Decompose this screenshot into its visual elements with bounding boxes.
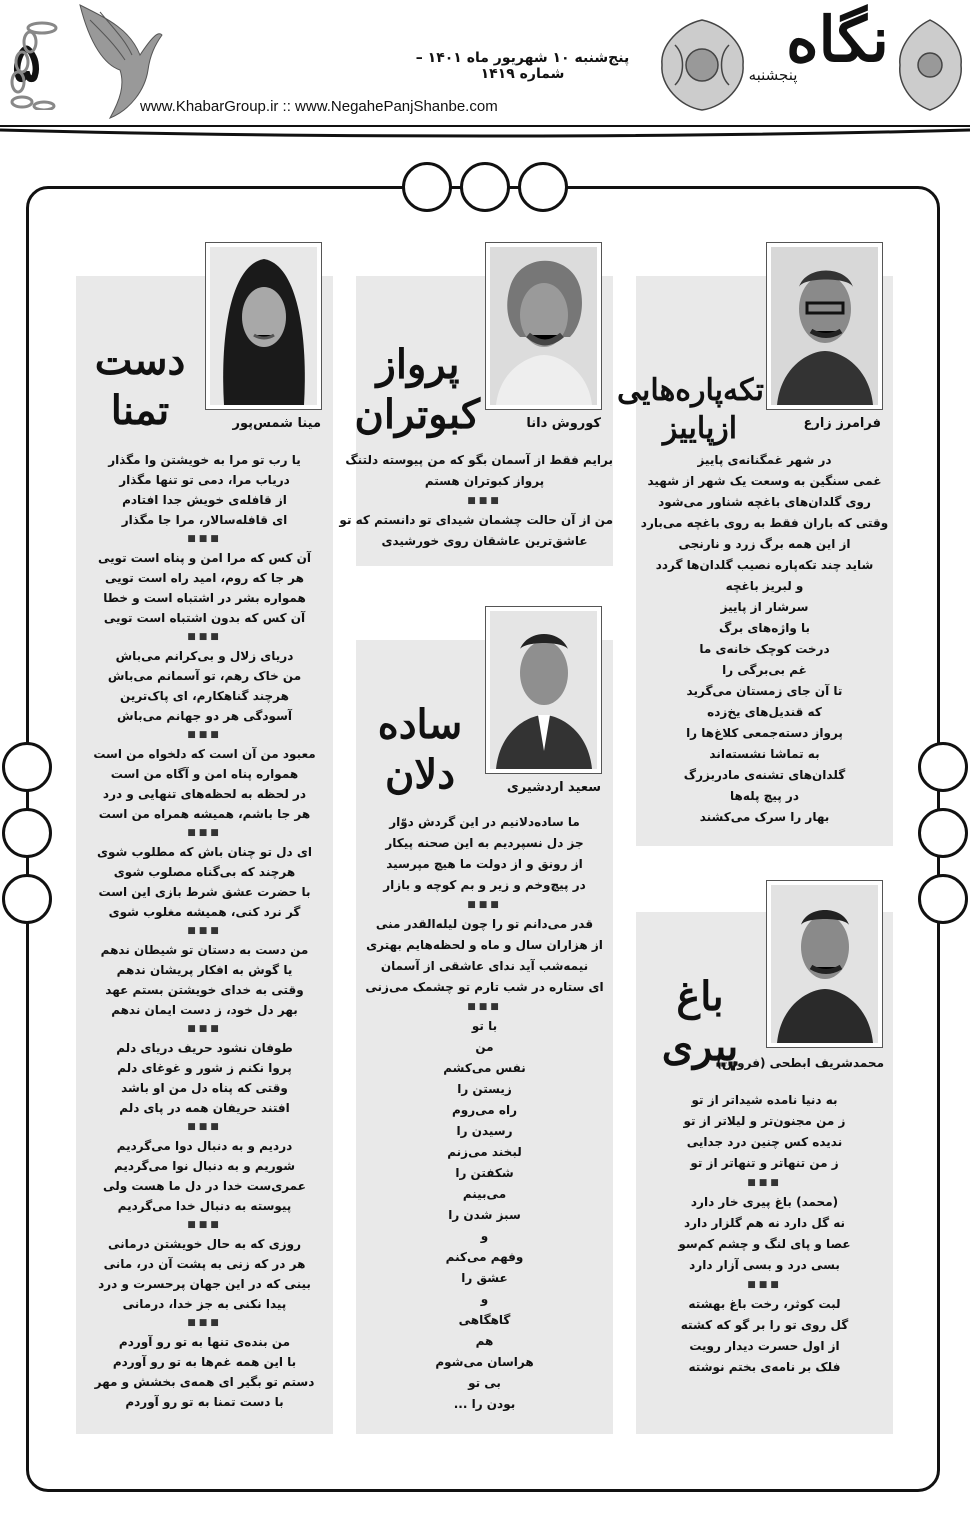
author-name: مینا شمس‌پور	[232, 416, 321, 431]
stanza-separator: ■■■	[187, 1220, 222, 1230]
poem-line: من از آن حالت چشمان شیدای تو دانستم که تو	[339, 513, 613, 527]
poem-line: شکفتن را	[455, 1166, 514, 1180]
poem-line: بهار را سرک می‌کشند	[699, 810, 830, 824]
poem-line: لبت کوثر، رخت باغ بهشته	[688, 1297, 841, 1311]
poem-line: من خاک رهم، تو آسمانم می‌باش	[107, 669, 302, 683]
page-header	[0, 0, 970, 140]
author-name: کوروش دانا	[526, 416, 601, 431]
poem-line: روزی که به حال خویشتن درمانی	[107, 1237, 301, 1251]
frame-knob	[918, 742, 968, 792]
poem-line: پرواز دسته‌جمعی کلاغ‌ها را	[686, 726, 843, 740]
stanza-separator: ■■■	[467, 496, 502, 506]
chain-ornament-icon	[8, 20, 76, 110]
poem-line: طوفان نشود حریف دریای دلم	[116, 1041, 293, 1055]
issue-date-line: پنج‌شنبه ۱۰ شهریور ماه ۱۴۰۱ – شماره ۱۴۱۹	[415, 50, 630, 82]
poem-line: درخت کوچک خانه‌ی ما	[699, 642, 830, 656]
poem-line: معبود من آن است که دلخواه من است	[93, 747, 316, 761]
poem-line: عاشق‌ترین عاشقان روی خورشیدی	[381, 534, 588, 548]
poem-line: غم بی‌برگی را	[722, 663, 807, 677]
poem-line: رسیدن را	[456, 1124, 513, 1138]
frame-knob	[2, 808, 52, 858]
poem-line: بی تو	[468, 1376, 501, 1390]
poem-line: هر در که زنی به پشت آن در، مانی	[103, 1257, 306, 1271]
newspaper-logo: نگاه	[786, 3, 889, 76]
poem-line: که قندیل‌های یخ‌زده	[707, 705, 822, 719]
stanza-separator: ■■■	[747, 1178, 782, 1188]
poem-line: از اول حسرت دیدار رویت	[689, 1339, 840, 1353]
poem-title: دست تمنا	[94, 337, 186, 434]
author-name: محمدشریف ابطحی (فروتن)	[716, 1056, 884, 1070]
poem-line: به دنیا نامده شیداتر از تو	[691, 1093, 838, 1107]
poem-line: دریاب مرا، دمی تو تنها مگذار	[119, 473, 290, 487]
poem-line: گل روی تو را بر گو که کشته	[680, 1318, 849, 1332]
poem-line: من دست به دستان تو شیطان ندهم	[100, 943, 309, 957]
stanza-separator: ■■■	[187, 1024, 222, 1034]
poem-line: با واژه‌های برگ	[718, 621, 810, 635]
poem-line: عشق را	[461, 1271, 508, 1285]
poem-line: تا آن جای زمستان می‌گرید	[686, 684, 843, 698]
poem-line: قدر می‌دانم تو را چون لیله‌القدر منی	[375, 917, 594, 931]
frame-knob	[518, 162, 568, 212]
poem-line: با حضرت عشق شرط بازی این است	[98, 885, 311, 899]
poem-line: در شهر غمگنانه‌ی پاییز	[697, 453, 832, 467]
poem-line: وقتی که پناه دل من او باشد	[121, 1081, 288, 1095]
poem-line: یا رب تو مرا به خویشتن وا مگذار	[108, 453, 301, 467]
poem-line: وقتی که باران فقط به روی باغچه می‌بارد	[640, 516, 889, 530]
poem-line: از قافله‌ی خویش جدا افتادم	[122, 493, 287, 507]
poem-line: لبخند می‌زنم	[447, 1145, 522, 1159]
poem-line: هر جا باشم، همیشه همراه من است	[98, 807, 311, 821]
poem-line: هرچند گناهکارم، ای پاک‌ترین	[120, 689, 289, 703]
poem-line: با تو	[471, 1019, 498, 1033]
poem-line: نه گل دارد نه هم گلزار دارد	[683, 1216, 846, 1230]
poem-line: عصا و پای لنگ و چشم کم‌سو	[678, 1237, 851, 1251]
poem-line: در پیچ پله‌ها	[730, 789, 799, 803]
stanza-separator: ■■■	[187, 632, 222, 642]
poem-line: آن کس که بدون اشتباه است تویی	[103, 611, 306, 625]
stanza-separator: ■■■	[187, 926, 222, 936]
poem-line: (محمد) باغ پیری خار دارد	[690, 1195, 839, 1209]
poem-line: با دست تمنا به تو رو آوردم	[125, 1395, 284, 1409]
poem-line: شاید چند تکه‌پاره نصیب گلدان‌ها گردد	[655, 558, 874, 572]
poem-line: ای دل تو چنان باش که مطلوب شوی	[97, 845, 312, 859]
author-photo	[485, 242, 602, 410]
poem-line: و	[480, 1229, 489, 1243]
poem-line: هم	[475, 1334, 494, 1348]
poem-line: دریای زلال و بی‌کرانم می‌باش	[115, 649, 294, 663]
portrait-icon	[490, 611, 597, 769]
author-photo	[205, 242, 322, 410]
poem-line: پروا نکنم ز شور و غوغای دلم	[117, 1061, 292, 1075]
poem-line: من	[475, 1040, 494, 1054]
poem-line: نیمه‌شب آید ندای عاشقی از آسمان	[380, 959, 589, 973]
poem-body	[339, 450, 613, 552]
poem-body	[636, 450, 893, 828]
poem-line: گلدان‌های تشنه‌ی مادربزرگ	[683, 768, 846, 782]
poem-line: وقتی به خدای خویشتن بستم عهد	[105, 983, 304, 997]
poem-line: بهر دل خود، ز دست ایمان ندهم	[111, 1003, 298, 1017]
poem-line: من بنده‌ی تنها به تو رو آوردم	[118, 1335, 291, 1349]
author-name: فرامرز زارع	[803, 416, 881, 431]
poem-body	[356, 812, 613, 1415]
poem-line: برایم فقط از آسمان بگو که من پیوسته دلتنگ	[345, 453, 613, 467]
stanza-separator: ■■■	[187, 828, 222, 838]
stanza-separator: ■■■	[747, 1280, 782, 1290]
poem-line: بسی درد و بسی آزار دارد	[689, 1258, 840, 1272]
poem-line: وفهم می‌کنم	[445, 1250, 524, 1264]
poem-line: و لبریز باغچه	[725, 579, 804, 593]
portrait-icon	[771, 247, 878, 405]
poem-line: ما ساده‌دلانیم در این گردش دوّار	[389, 815, 580, 829]
poem-line: همواره بشر در اشتباه است و خطا	[103, 591, 306, 605]
poem-line: ندیده کس چنین درد جدایی	[686, 1135, 843, 1149]
poem-line: هرچند که بی‌گناه مصلوب شوی	[113, 865, 296, 879]
poem-line: آسودگی هر دو جهانم می‌باش	[117, 709, 292, 723]
poem-line: گاهگاهی	[458, 1313, 511, 1327]
website-links[interactable]: www.KhabarGroup.ir :: www.NegahePanjShanbe.com	[140, 98, 498, 115]
poem-line: و	[480, 1292, 489, 1306]
poem-line: بینی که در این جهان پرحسرت و درد	[98, 1277, 311, 1291]
poem-line: غمی سنگین به وسعت یک شهر از شهید	[647, 474, 882, 488]
frame-knob	[402, 162, 452, 212]
poem-line: ز من مجنون‌تر و لیلاتر از تو	[683, 1114, 846, 1128]
author-photo	[766, 880, 883, 1048]
poem-line: پرواز کبوتران هستم	[424, 474, 545, 488]
poem-title: باغ پیری	[661, 973, 739, 1070]
poem-line: ز من تنهاتر و تنهاتر از تو	[690, 1156, 839, 1170]
poem-title: پرواز کبوتران	[354, 341, 480, 438]
poem-line: از هزاران سال و ماه و لحظه‌هایم بهتری	[366, 938, 603, 952]
poem-line: دردیم و به دنبال دوا می‌گردیم	[116, 1139, 293, 1153]
portrait-icon	[490, 247, 597, 405]
poem-title: تکه‌پاره‌هایی ازپاییز	[616, 373, 764, 446]
author-name: سعید اردشیری	[506, 780, 601, 795]
floral-ornament-icon	[895, 15, 965, 115]
portrait-icon	[771, 885, 878, 1043]
poem-line: جز دل نسپردیم به این صحنه پیکار	[385, 836, 584, 850]
poem-title: ساده دلان	[377, 701, 463, 798]
poem-line: آن کس که مرا امن و پناه است تویی	[97, 551, 312, 565]
poem-line: همواره پناه امن و آگاه من است	[110, 767, 299, 781]
poem-line: افتند حریفان همه در پای دلم	[119, 1101, 290, 1115]
poem-line: از این همه برگ زرد و نارنجی	[678, 537, 851, 551]
poem-line: سبز شدن را	[448, 1208, 521, 1222]
frame-knob	[918, 874, 968, 924]
poem-line: عمری‌ست خدا در دل ما هست ولی	[103, 1179, 306, 1193]
poem-line: دستم تو بگیر ای همه‌ی بخشش و مهر	[94, 1375, 315, 1389]
poem-line: روی گلدان‌های باغچه شناور می‌شود	[658, 495, 871, 509]
poem-line: در پیچ‌وخم و زیر و بم کوچه و بازار	[383, 878, 586, 892]
stanza-separator: ■■■	[187, 534, 222, 544]
poem-line: یا گوش به افکار پریشان ندهم	[116, 963, 293, 977]
poem-line: سرشار از پاییز	[720, 600, 809, 614]
header-divider	[0, 124, 970, 138]
stanza-separator: ■■■	[187, 730, 222, 740]
poem-line: ای ستاره در شب تارم تو چشمک می‌زنی	[365, 980, 604, 994]
poem-line: شوریم و به دنبال نوا می‌گردیم	[114, 1159, 295, 1173]
frame-knob	[918, 808, 968, 858]
author-photo	[485, 606, 602, 774]
portrait-icon	[210, 247, 317, 405]
stanza-separator: ■■■	[187, 1318, 222, 1328]
poem-line: زیستن را	[457, 1082, 512, 1096]
stanza-separator: ■■■	[467, 900, 502, 910]
newspaper-logo-subtitle: پنجشنبه	[748, 66, 798, 84]
frame-knob	[460, 162, 510, 212]
poem-line: پیدا نکنی به جز خدا، درمانی	[122, 1297, 287, 1311]
page-number: ۵	[12, 30, 42, 94]
poem-line: فلک بر نامه‌ی بختم نوشته	[688, 1360, 841, 1374]
poem-line: پیوسته به دنبال خدا می‌گردیم	[117, 1199, 292, 1213]
poem-line: می‌بینم	[462, 1187, 507, 1201]
floral-ornament-icon	[655, 15, 750, 115]
poem-line: گر نرد کنی، همیشه مغلوب شوی	[108, 905, 301, 919]
poem-line: بودن را ...	[453, 1397, 516, 1411]
frame-knob	[2, 874, 52, 924]
frame-knob	[2, 742, 52, 792]
poem-line: از رونق و از دولت ما هیچ مپرسید	[386, 857, 583, 871]
author-photo	[766, 242, 883, 410]
poem-line: نفس می‌کشم	[443, 1061, 526, 1075]
poem-body	[76, 450, 333, 1412]
poem-line: راه می‌روم	[451, 1103, 517, 1117]
stanza-separator: ■■■	[187, 1122, 222, 1132]
poem-line: در لحظه به لحظه‌های تنهایی و درد	[102, 787, 307, 801]
poem-line: به تماشا نشسته‌اند	[709, 747, 820, 761]
poem-line: هراسان می‌شوم	[435, 1355, 534, 1369]
poem-line: هر جا که روم، امید راه است تویی	[105, 571, 304, 585]
poem-line: ای قافله‌سالار، مرا جا مگذار	[121, 513, 288, 527]
poem-body	[636, 1090, 893, 1378]
stanza-separator: ■■■	[467, 1002, 502, 1012]
poem-line: با این همه غم‌ها به تو رو آوردم	[112, 1355, 297, 1369]
